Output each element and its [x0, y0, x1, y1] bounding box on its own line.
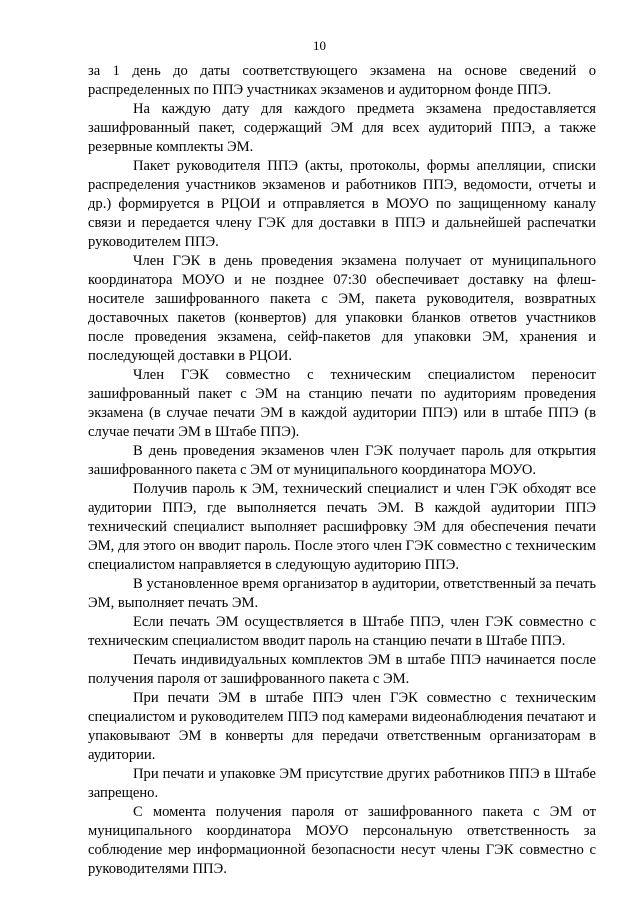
- paragraph: Член ГЭК совместно с техническим специалистом переносит зашифрованный пакет с ЭМ на станцию печати по аудиториям проведения экзамена (в случае печати ЭМ в каждой аудитории ППЭ) или в штабе ППЭ (в случае печати ЭМ в Штабе ППЭ).: [88, 367, 596, 440]
- page-number: 10: [313, 38, 326, 53]
- paragraph: С момента получения пароля от зашифрованного пакета с ЭМ от муниципального координатора МОУО персональную ответственность за соблюдение мер информационной безопасности несут члены ГЭК совместно с руководителями ППЭ.: [88, 804, 596, 877]
- paragraph: Пакет руководителя ППЭ (акты, протоколы, формы апелляции, списки распределения участников экзаменов и работников ППЭ, ведомости, отчеты и др.) формируется в РЦОИ и отправляется в МОУО по защищенному каналу связи и передается члену ГЭК для доставки в ППЭ и дальнейшей распечатки руководителем ППЭ.: [88, 158, 596, 250]
- paragraph: При печати и упаковке ЭМ присутствие других работников ППЭ в Штабе запрещено.: [88, 766, 596, 801]
- document-body: [88, 62, 596, 879]
- paragraph: На каждую дату для каждого предмета экзамена предоставляется зашифрованный пакет, содержащий ЭМ для всех аудиторий ППЭ, а также резервные комплекты ЭМ.: [88, 101, 596, 155]
- paragraph: При печати ЭМ в штабе ППЭ член ГЭК совместно с техническим специалистом и руководителем ППЭ под камерами видеонаблюдения печатают и упаковывают ЭМ в конверты для передачи ответственным организаторам в аудитории.: [88, 690, 596, 763]
- paragraph: Если печать ЭМ осуществляется в Штабе ППЭ, член ГЭК совместно с техническим специалистом вводит пароль на станцию печати в Штабе ППЭ.: [88, 614, 596, 649]
- paragraph: Член ГЭК в день проведения экзамена получает от муниципального координатора МОУО и не позднее 07:30 обеспечивает доставку на флеш-носителе зашифрованного пакета с ЭМ, пакета руководителя, возвратных доставочных пакетов (конвертов) для упаковки бланков ответов участников после проведения экзамена, сейф-пакетов для упаковки ЭМ, хранения и последующей доставки в РЦОИ.: [88, 253, 596, 364]
- paragraph-continuation: за 1 день до даты соответствующего экзамена на основе сведений о распределенных по ППЭ участниках экзаменов и аудиторном фонде ППЭ.: [88, 63, 596, 98]
- paragraph: Получив пароль к ЭМ, технический специалист и член ГЭК обходят все аудитории ППЭ, где выполняется печать ЭМ. В каждой аудитории ППЭ технический специалист выполняет расшифровку ЭМ для обеспечения печати ЭМ, для этого он вводит пароль. После этого член ГЭК совместно с техническим специалистом направляется в следующую аудиторию ППЭ.: [88, 481, 596, 573]
- paragraph: В установленное время организатор в аудитории, ответственный за печать ЭМ, выполняет печать ЭМ.: [88, 576, 596, 611]
- paragraph: Печать индивидуальных комплектов ЭМ в штабе ППЭ начинается после получения пароля от зашифрованного пакета с ЭМ.: [88, 652, 596, 687]
- paragraph: В день проведения экзаменов член ГЭК получает пароль для открытия зашифрованного пакета с ЭМ от муниципального координатора МОУО.: [88, 443, 596, 478]
